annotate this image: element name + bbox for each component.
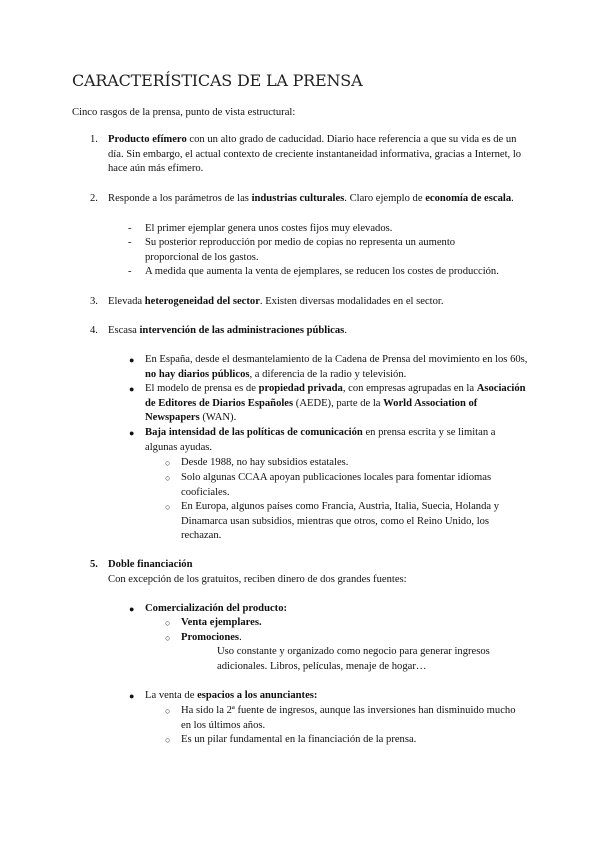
b2-mid-2: (AEDE), parte de la — [293, 397, 384, 409]
item-2-strong-1: industrias culturales — [251, 193, 345, 204]
item-1-number: 1. — [90, 134, 98, 145]
intro-text: Cinco rasgos de la prensa, punto de vista estructural: — [72, 107, 296, 118]
item-3-strong: heterogeneidad del sector — [144, 296, 260, 307]
item-2-strong-2: economía de escala — [425, 193, 512, 204]
item-1-strong: Producto efímero — [108, 134, 187, 145]
b2-pre: El modelo de prensa es de — [145, 383, 259, 394]
b1-rest: , a diferencia de la radio y televisión. — [249, 368, 407, 380]
item-4-circle-2: Solo algunas CCAA apoyan publicaciones locales para fomentar idiomas cooficiales. — [181, 472, 492, 498]
item-5-circle-1b — [181, 631, 526, 646]
bullet-circle-icon: ○ — [165, 735, 171, 745]
bullet-circle-icon: ○ — [165, 458, 171, 468]
b2-strong-3: World Association of Newspapers — [145, 397, 478, 423]
bullet-circle-icon: ○ — [165, 502, 171, 512]
bullet-dot-icon: ● — [129, 604, 135, 614]
item-5-circle-2a: Ha sido la 2ª fuente de ingresos, aunque las inversiones han disminuido mucho en los últimos años. — [181, 705, 516, 731]
item-5-sub: Con excepción de los gratuitos, reciben dinero de dos grandes fuentes: — [108, 574, 407, 585]
page-title: CARACTERÍSTICAS DE LA PRENSA — [72, 71, 363, 90]
item-5-strong: Doble financiación — [108, 559, 193, 570]
item-2-sub-3: A medida que aumenta la venta de ejemplares, se reducen los costes de producción. — [145, 266, 499, 277]
item-3-number: 3. — [90, 296, 98, 307]
item-4-bullet-1 — [145, 353, 530, 382]
item-3-pre: Elevada — [108, 296, 145, 307]
item-1-text — [108, 133, 528, 177]
b1-strong: no hay diarios públicos — [145, 368, 250, 380]
item-3-rest: . Existen diversas modalidades en el sector. — [259, 296, 444, 307]
item-5-circle-1a — [181, 616, 526, 631]
bullet-dot-icon: ● — [129, 355, 135, 365]
bullet-dot-icon: ● — [129, 384, 135, 394]
bullet-dot-icon: ● — [129, 691, 135, 701]
item-2-text — [108, 192, 528, 207]
bullet-dot-icon: ● — [129, 428, 135, 438]
c1b-strong: Promociones — [181, 632, 240, 643]
c1b-end: . — [239, 632, 242, 643]
dash-marker: - — [128, 266, 132, 277]
item-2-mid: . Claro ejemplo de — [344, 193, 426, 204]
bullet-circle-icon: ○ — [165, 473, 171, 483]
bullet-circle-icon: ○ — [165, 706, 171, 716]
item-5-bullet-2 — [145, 689, 530, 704]
item-3-text — [108, 295, 528, 310]
item-4-circle-1: Desde 1988, no hay subsidios estatales. — [181, 457, 349, 468]
item-1-rest: con un alto grado de caducidad. Diario hace referencia a que su vida es de un día. Sin embargo, el actual contexto de creciente instantaneidad informativa, gracias a Internet, lo hace aún más efímero. — [108, 134, 522, 174]
c2-pre: La venta de — [145, 690, 198, 701]
item-4-pre: Escasa — [108, 325, 140, 336]
item-2-end: . — [511, 193, 514, 204]
c1-strong: Comercialización del producto: — [145, 603, 288, 614]
item-4-bullet-2 — [145, 382, 530, 426]
b3-strong: Baja intensidad de las políticas de comunicación — [145, 427, 363, 438]
bullet-circle-icon: ○ — [165, 633, 171, 643]
item-4-strong: intervención de las administraciones públicas — [139, 325, 345, 336]
b2-strong-2: Asociación de Editores de Diarios Españoles — [145, 383, 526, 409]
item-4-number: 4. — [90, 325, 98, 336]
item-2-number: 2. — [90, 193, 98, 204]
item-5-circle-1b-note: Uso constante y organizado como negocio para generar ingresos adicionales. Libros, películas, menaje de hogar… — [217, 646, 490, 672]
item-4-bullet-3 — [145, 426, 530, 455]
c2-strong: espacios a los anunciantes: — [197, 690, 318, 701]
item-4-rest: . — [344, 325, 347, 336]
item-5-number: 5. — [90, 559, 98, 570]
bullet-circle-icon: ○ — [165, 618, 171, 628]
dash-marker: - — [128, 223, 132, 234]
item-5-bullet-1 — [145, 602, 530, 617]
item-5-text — [108, 558, 528, 573]
item-2-sub-1: El primer ejemplar genera unos costes fijos muy elevados. — [145, 223, 393, 234]
item-4-text — [108, 324, 528, 339]
b1-pre: En España, desde el desmantelamiento de la Cadena de Prensa del movimiento en los 60s, — [145, 354, 528, 365]
dash-marker: - — [128, 237, 132, 248]
b2-mid-1: , con empresas agrupadas en la — [342, 383, 477, 394]
b2-end: (WAN). — [199, 412, 237, 423]
item-2-sub-2: Su posterior reproducción por medio de copias no representa un aumento proporcional de los gastos. — [145, 237, 456, 263]
c1a-strong: Venta ejemplares. — [181, 617, 262, 628]
item-4-circle-3: En Europa, algunos países como Francia, Austria, Italia, Suecia, Holanda y Dinamarca usan subsidios, mientras que otros, como el Reino Unido, los rechazan. — [181, 501, 500, 541]
item-2-pre: Responde a los parámetros de las — [108, 193, 252, 204]
b2-strong-1: propiedad privada — [258, 383, 343, 394]
item-5-circle-2b: Es un pilar fundamental en la financiación de la prensa. — [181, 734, 417, 745]
b3-rest: en prensa escrita y se limitan a algunas ayudas. — [145, 427, 496, 453]
